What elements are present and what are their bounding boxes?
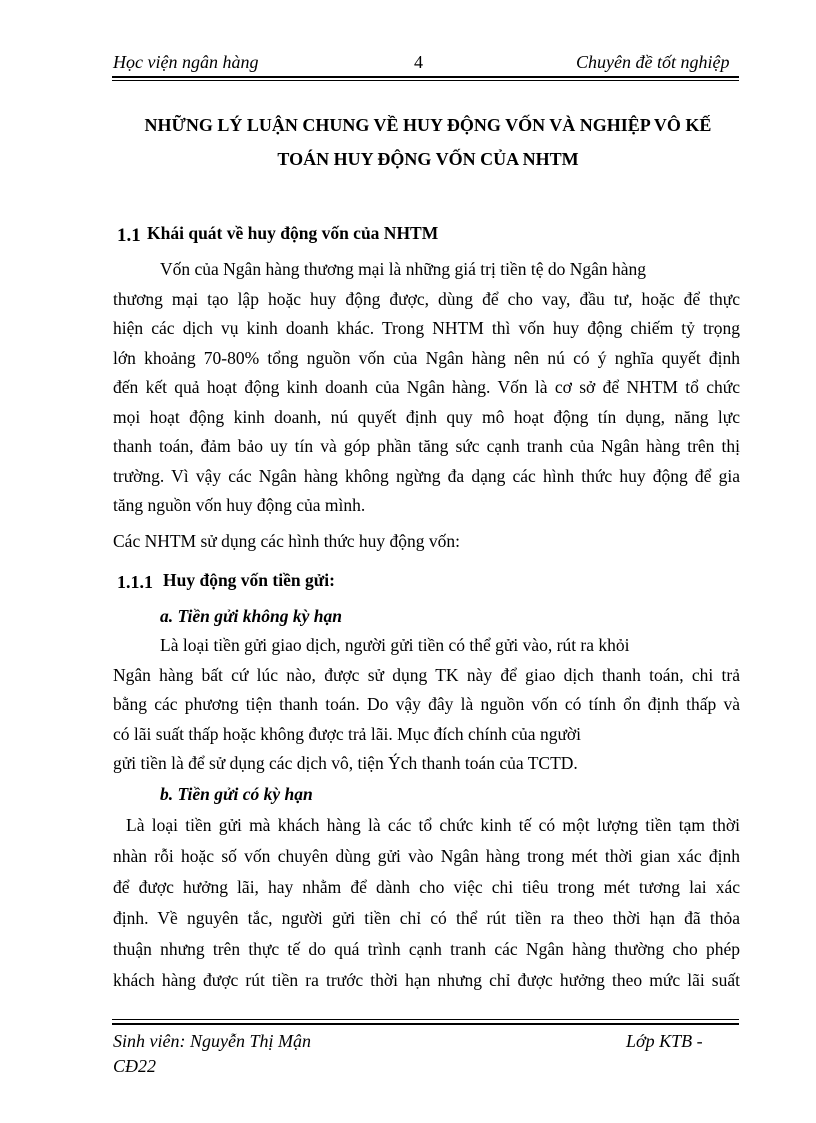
chapter-title-line2: TOÁN HUY ĐỘNG VỐN CỦA NHTM: [277, 149, 579, 169]
footer-class: Lớp KTB -: [626, 1031, 703, 1051]
paragraph-line: mọi hoạt động kinh doanh, nú quyết định quy mô hoạt động tín dụng, năng lực: [113, 407, 740, 427]
intro-line: Các NHTM sử dụng các hình thức huy động vốn:: [113, 531, 461, 551]
header-rule-bottom: [112, 80, 739, 81]
paragraph-line: Ngân hàng bất cứ lúc nào, được sử dụng TK này để giao dịch thanh toán, chi trả: [113, 665, 740, 685]
paragraph-line: có lãi suất thấp hoặc không được trả lãi. Mục đích chính của người: [113, 724, 582, 744]
paragraph-line: thanh toán, đảm bảo uy tín và góp phần tăng sức cạnh tranh của Ngân hàng trên thị: [113, 436, 740, 456]
paragraph-line: đến kết quả hoạt động kinh doanh của Ngân hàng. Vốn là cơ sở để NHTM tổ chức: [113, 377, 740, 397]
footer-student: Sinh viên: Nguyễn Thị Mận: [113, 1031, 311, 1051]
page-number: 4: [414, 52, 423, 72]
header-thesis: Chuyên đề tốt nghiệp: [576, 52, 730, 72]
paragraph-line: định. Về nguyên tắc, người gửi tiền chỉ có thể rút tiền ra theo thời hạn đã thỏa: [113, 908, 740, 928]
paragraph-line: thương mại tạo lập hoặc huy động được, dùng để cho vay, đầu tư, hoặc để thực: [113, 289, 740, 309]
paragraph-line: Là loại tiền gửi giao dịch, người gửi tiền có thể gửi vào, rút ra khỏi: [160, 635, 630, 655]
paragraph-line: trường. Vì vậy các Ngân hàng không ngừng đa dạng các hình thức huy động để gia: [113, 466, 740, 486]
footer-rule-bottom: [112, 1023, 739, 1025]
paragraph-line: tăng nguồn vốn huy động của mình.: [113, 495, 366, 515]
header-rule-top: [112, 76, 739, 78]
paragraph-line: bằng các phương tiện thanh toán. Do vậy đây là nguồn vốn có tính ổn định thấp và: [113, 694, 740, 714]
section-number: 1.1: [117, 225, 141, 246]
subsection-heading: Huy động vốn tiền gửi:: [163, 570, 335, 590]
paragraph-line: để được hưởng lãi, hay nhằm để dành cho việc chi tiêu trong mét tương lai xác: [113, 877, 740, 897]
section-heading: Khái quát về huy động vốn của NHTM: [147, 223, 439, 243]
paragraph-line: lớn khoảng 70-80% tổng nguồn vốn của Ngân hàng nên nú có ý nghĩa quyết định: [113, 348, 740, 368]
footer-class-continued: CĐ22: [113, 1056, 157, 1076]
footer-rule-top: [112, 1019, 739, 1020]
paragraph-line: Là loại tiền gửi mà khách hàng là các tổ chức kinh tế có một lượng tiền tạm thời: [126, 815, 740, 835]
sub-heading-a: a. Tiền gửi không kỳ hạn: [160, 606, 342, 626]
subsection-number: 1.1.1: [117, 572, 153, 592]
paragraph-line: thuận nhưng trên thực tế do quá trình cạnh tranh các Ngân hàng thường cho phép: [113, 939, 740, 959]
sub-heading-b: b. Tiền gửi có kỳ hạn: [160, 784, 313, 804]
chapter-title-line1: NHỮNG LÝ LUẬN CHUNG VỀ HUY ĐỘNG VỐN VÀ NGHIỆP VÔ KẾ: [144, 115, 712, 135]
paragraph-line: hiện các dịch vụ kinh doanh khác. Trong NHTM thì vốn huy động chiếm tỷ trọng: [113, 318, 740, 338]
paragraph-line: gửi tiền là để sử dụng các dịch vô, tiện Ých thanh toán của TCTD.: [113, 753, 578, 773]
paragraph-line: khách hàng được rút tiền ra trước thời hạn nhưng chỉ được hưởng theo mức lãi suất: [113, 970, 740, 990]
paragraph-line: Vốn của Ngân hàng thương mại là những giá trị tiền tệ do Ngân hàng: [160, 259, 647, 279]
header-school: Học viện ngân hàng: [113, 52, 259, 72]
paragraph-line: nhàn rỗi hoặc số vốn chuyên dùng gửi vào Ngân hàng trong mét thời gian xác định: [113, 846, 740, 866]
